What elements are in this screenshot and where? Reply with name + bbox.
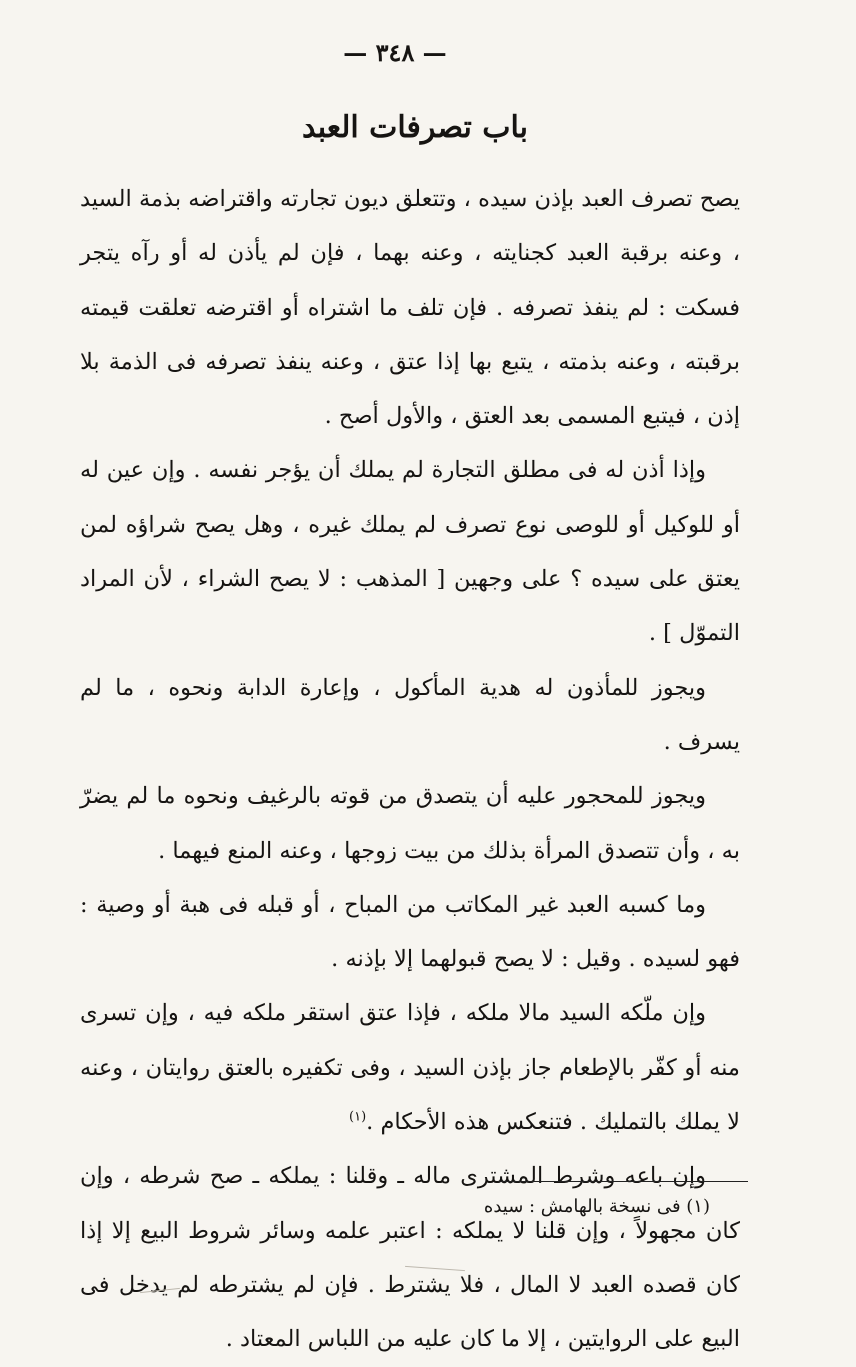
footnote-marker: (١): [349, 1109, 367, 1125]
page-number: — ٣٤٨ —: [343, 38, 447, 67]
footnote: (١) فى نسخة بالهامش : سيده: [483, 1196, 710, 1217]
paragraph-text: وإن ملّكه السيد مالا ملكه ، فإذا عتق استقر ملكه فيه ، وإن تسرى منه أو كفّر بالإطعام جاز بإذن السيد ، وفى تكفيره بالعتق روايتان ، وعنه لا يملك بالتمليك . فتنعكس هذه الأحكام .: [80, 1000, 740, 1136]
paragraph: وإن باعه وشرط المشترى ماله ـ وقلنا : يملكه ـ صح شرطه ، وإن كان مجهولاً ، وإن قلنا لا يملكه : اعتبر علمه وسائر شروط البيع إلا إذا كان قصده العبد لا المال ، فلا يشترط . فإن لم يشترطه لم يدخل فى البيع على الروايتين ، إلا ما كان عليه من اللباس المعتاد .: [80, 1163, 740, 1353]
chapter-title: باب تصرفات العبد: [301, 110, 528, 145]
paragraph: ويجوز للمحجور عليه أن يتصدق من قوته بالرغيف ونحوه ما لم يضرّ به ، وأن تتصدق المرأة بذلك من بيت زوجها ، وعنه المنع فيهما .: [80, 783, 740, 864]
paragraph: يصح تصرف العبد بإذن سيده ، وتتعلق ديون تجارته واقتراضه بذمة السيد ، وعنه برقبة العبد كجنايته ، وعنه بهما ، فإن لم يأذن له أو رآه يتجر فسكت : لم ينفذ تصرفه . فإن تلف ما اشتراه أو اقترضه تعلقت قيمته برقبته ، وعنه بذمته ، يتبع بها إذا عتق ، وعنه ينفذ تصرفه فى الذمة بلا إذن ، فيتبع المسمى بعد العتق ، والأول أصح .: [80, 186, 740, 430]
body-text: [80, 172, 740, 1367]
paragraph: وإذا أذن له فى مطلق التجارة لم يملك أن يؤجر نفسه . وإن عين له أو للوكيل أو للوصى نوع تصرف لم يملك غيره ، وهل يصح شراؤه لمن يعتق على سيده ؟ على وجهين [ المذهب : لا يصح الشراء ، لأن المراد التموّل ] .: [80, 457, 740, 647]
paragraph: ويجوز للمأذون له هدية المأكول ، وإعارة الدابة ونحوه ، ما لم يسرف .: [80, 674, 740, 755]
footnote-divider: [498, 1181, 748, 1182]
paragraph-with-footnote: [80, 986, 740, 1149]
paragraph: وما كسبه العبد غير المكاتب من المباح ، أو قبله فى هبة أو وصية : فهو لسيده . وقيل : لا يصح قبولهما إلا بإذنه .: [80, 891, 740, 973]
